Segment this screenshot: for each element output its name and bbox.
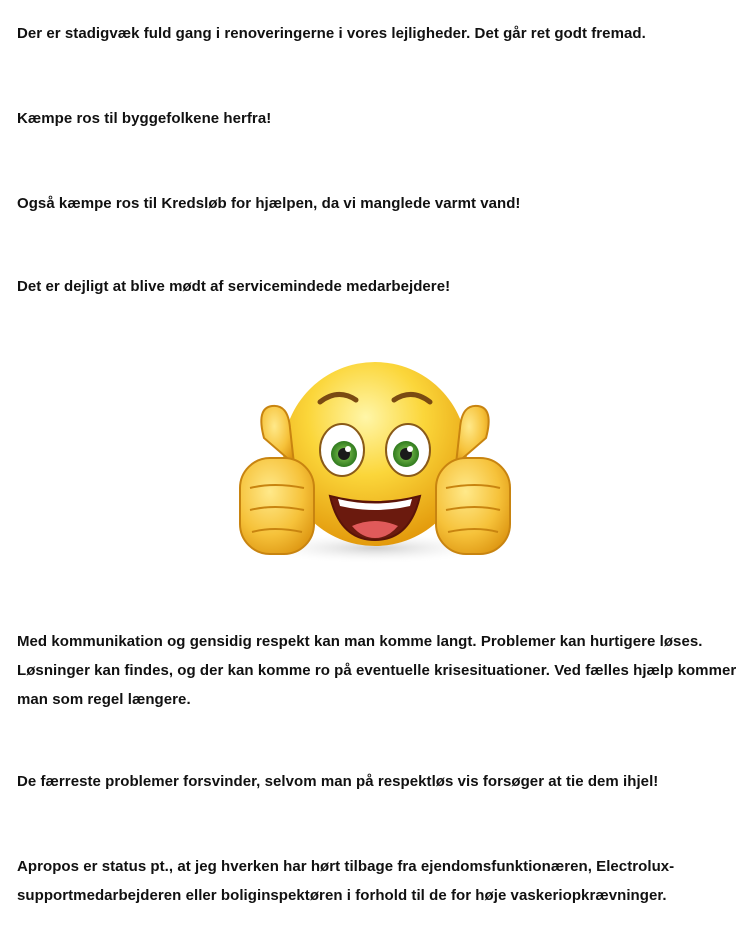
paragraph-renovation-progress: Der er stadigvæk fuld gang i renoveringerne i vores lejligheder. Det går ret godt fremad.	[17, 25, 646, 42]
thumbs-up-smiley-icon	[234, 358, 516, 570]
paragraph-status-update: Apropos er status pt., at jeg hverken har hørt tilbage fra ejendomsfunktionæren, Electrolux-supportmedarbejderen eller boliginspektøren i forhold til de for høje vaskeriopkrævninger.	[17, 858, 675, 904]
paragraph-communication-respect: Med kommunikation og gensidig respekt kan man komme langt. Problemer kan hurtigere løses. Løsninger kan findes, og der kan komme ro på eventuelle krisesituationer. Ved fælles hjælp kommer man som regel længere.	[17, 633, 737, 708]
paragraph-praise-kredsloeb: Også kæmpe ros til Kredsløb for hjælpen, da vi manglede varmt vand!	[17, 195, 521, 212]
paragraph-problems-persist: De færreste problemer forsvinder, selvom man på respektløs vis forsøger at tie dem ihjel!	[17, 773, 659, 790]
paragraph-praise-builders: Kæmpe ros til byggefolkene herfra!	[17, 110, 272, 127]
paragraph-service-staff: Det er dejligt at blive mødt af servicemindede medarbejdere!	[17, 278, 451, 295]
